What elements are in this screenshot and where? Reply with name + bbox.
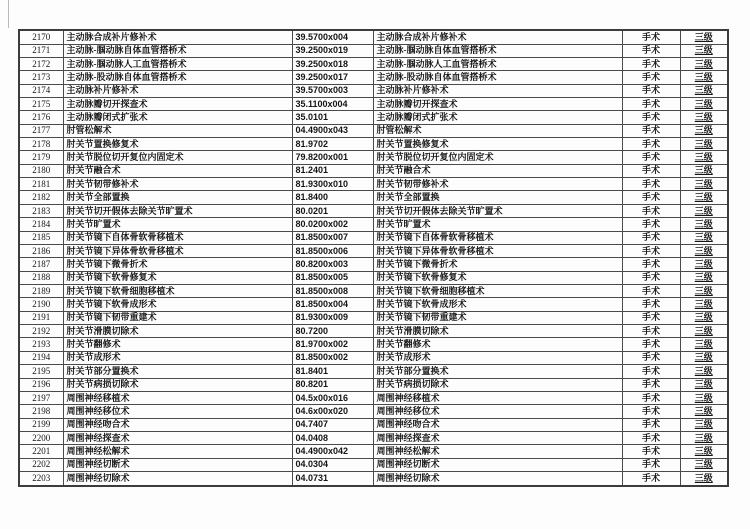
cell-procedure-name-2: 主动脉合成补片修补术 [373,30,622,44]
cell-seq-number: 2195 [19,365,63,378]
cell-procedure-code: 81.8500x004 [292,298,373,311]
cell-seq-number: 2198 [19,405,63,418]
cell-level: 三级 [680,418,728,431]
cell-procedure-name: 肘关节置换修复术 [63,138,292,151]
cell-level: 三级 [680,445,728,458]
cell-level: 三级 [680,151,728,164]
cell-procedure-code: 04.0408 [292,431,373,444]
cell-procedure-name: 周围神经切除术 [63,472,292,486]
cell-procedure-code: 81.9300x009 [292,311,373,324]
cell-procedure-code: 39.5700x003 [292,84,373,97]
cell-category: 手术 [622,124,680,137]
cell-seq-number: 2201 [19,445,63,458]
cell-procedure-name-2: 肘关节切开假体去除关节旷置术 [373,204,622,217]
table-row [19,391,728,404]
cell-procedure-name: 肘关节镜下异体骨软骨移植术 [63,244,292,257]
cell-procedure-name: 肘关节切开假体去除关节旷置术 [63,204,292,217]
cell-category: 手术 [622,178,680,191]
cell-category: 手术 [622,391,680,404]
cell-procedure-name-2: 主动脉瓣切开探查术 [373,97,622,110]
cell-level: 三级 [680,84,728,97]
table-row [19,191,728,204]
cell-procedure-name-2: 主动脉瓣闭式扩张术 [373,111,622,124]
cell-procedure-name: 主动脉-腘动脉自体血管搭桥术 [63,44,292,57]
table-row [19,178,728,191]
cell-level: 三级 [680,57,728,70]
cell-category: 手术 [622,218,680,231]
cell-procedure-name: 主动脉瓣闭式扩张术 [63,111,292,124]
cell-category: 手术 [622,445,680,458]
cell-procedure-name: 肘关节融合术 [63,164,292,177]
cell-procedure-name: 肘关节全部置换 [63,191,292,204]
table-row [19,138,728,151]
cell-procedure-name: 肘关节镜下软骨修复术 [63,271,292,284]
cell-procedure-name: 周围神经移位术 [63,405,292,418]
table-row [19,151,728,164]
scan-edge-artifact [8,0,9,28]
cell-seq-number: 2175 [19,97,63,110]
table-row [19,271,728,284]
cell-procedure-name-2: 主动脉-股动脉自体血管搭桥术 [373,71,622,84]
cell-procedure-name-2: 周围神经切除术 [373,472,622,486]
cell-level: 三级 [680,271,728,284]
cell-procedure-name-2: 肘关节融合术 [373,164,622,177]
cell-procedure-name: 肘关节部分置换术 [63,365,292,378]
cell-procedure-name: 肘关节病损切除术 [63,378,292,391]
cell-level: 三级 [680,71,728,84]
cell-category: 手术 [622,57,680,70]
cell-procedure-code: 81.8401 [292,365,373,378]
cell-procedure-code: 80.8201 [292,378,373,391]
cell-seq-number: 2172 [19,57,63,70]
cell-procedure-name-2: 肘关节滑膜切除术 [373,325,622,338]
cell-level: 三级 [680,191,728,204]
table-row [19,244,728,257]
cell-seq-number: 2200 [19,431,63,444]
cell-seq-number: 2189 [19,285,63,298]
table-row [19,30,728,44]
table-row [19,71,728,84]
cell-procedure-code: 81.2401 [292,164,373,177]
cell-seq-number: 2188 [19,271,63,284]
cell-procedure-name-2: 周围神经松解术 [373,445,622,458]
cell-procedure-code: 81.9700x002 [292,338,373,351]
cell-seq-number: 2179 [19,151,63,164]
cell-category: 手术 [622,138,680,151]
cell-procedure-code: 81.8500x008 [292,285,373,298]
cell-level: 三级 [680,124,728,137]
cell-procedure-code: 81.8500x007 [292,231,373,244]
cell-level: 三级 [680,325,728,338]
cell-category: 手术 [622,71,680,84]
cell-seq-number: 2170 [19,30,63,44]
cell-procedure-name-2: 肘关节全部置换 [373,191,622,204]
table-row [19,164,728,177]
cell-category: 手术 [622,365,680,378]
cell-procedure-name: 肘关节韧带修补术 [63,178,292,191]
cell-procedure-name: 周围神经吻合术 [63,418,292,431]
cell-procedure-name-2: 主动脉补片修补术 [373,84,622,97]
cell-level: 三级 [680,351,728,364]
cell-procedure-name: 肘关节脱位切开复位内固定术 [63,151,292,164]
cell-category: 手术 [622,338,680,351]
table-row [19,44,728,57]
cell-procedure-name-2: 周围神经探查术 [373,431,622,444]
cell-seq-number: 2180 [19,164,63,177]
cell-level: 三级 [680,231,728,244]
table-row [19,365,728,378]
cell-level: 三级 [680,44,728,57]
table-row [19,111,728,124]
cell-procedure-name-2: 肘关节部分置换术 [373,365,622,378]
cell-procedure-name-2: 肘关节旷置术 [373,218,622,231]
cell-category: 手术 [622,204,680,217]
cell-seq-number: 2171 [19,44,63,57]
cell-procedure-code: 39.2500x017 [292,71,373,84]
cell-seq-number: 2183 [19,204,63,217]
cell-procedure-name: 肘关节镜下微骨折术 [63,258,292,271]
cell-seq-number: 2173 [19,71,63,84]
cell-procedure-code: 81.8400 [292,191,373,204]
cell-category: 手术 [622,258,680,271]
cell-seq-number: 2202 [19,458,63,471]
table-row [19,298,728,311]
cell-procedure-code: 04.5x00x016 [292,391,373,404]
table-row [19,97,728,110]
cell-procedure-name: 主动脉-股动脉自体血管搭桥术 [63,71,292,84]
table-row [19,325,728,338]
table-row [19,431,728,444]
cell-category: 手术 [622,418,680,431]
cell-procedure-name-2: 周围神经吻合术 [373,418,622,431]
cell-procedure-code: 81.8500x006 [292,244,373,257]
cell-level: 三级 [680,378,728,391]
cell-seq-number: 2176 [19,111,63,124]
cell-procedure-name-2: 肘关节镜下软骨细胞移植术 [373,285,622,298]
cell-level: 三级 [680,244,728,257]
table-row [19,204,728,217]
cell-procedure-code: 81.9702 [292,138,373,151]
cell-procedure-code: 04.6x00x020 [292,405,373,418]
cell-procedure-code: 80.8200x003 [292,258,373,271]
cell-procedure-name: 主动脉合成补片修补术 [63,30,292,44]
cell-procedure-name: 周围神经切断术 [63,458,292,471]
cell-level: 三级 [680,204,728,217]
cell-category: 手术 [622,191,680,204]
cell-procedure-name-2: 肘关节镜下软骨成形术 [373,298,622,311]
cell-procedure-name-2: 周围神经移植术 [373,391,622,404]
cell-procedure-name: 主动脉补片修补术 [63,84,292,97]
cell-level: 三级 [680,30,728,44]
cell-category: 手术 [622,431,680,444]
cell-category: 手术 [622,111,680,124]
cell-seq-number: 2192 [19,325,63,338]
cell-category: 手术 [622,271,680,284]
cell-procedure-code: 35.1100x004 [292,97,373,110]
cell-procedure-name-2: 肘关节脱位切开复位内固定术 [373,151,622,164]
procedure-table-body [19,30,728,486]
procedure-table [18,29,729,487]
cell-seq-number: 2177 [19,124,63,137]
cell-level: 三级 [680,218,728,231]
cell-category: 手术 [622,351,680,364]
cell-level: 三级 [680,111,728,124]
cell-category: 手术 [622,231,680,244]
cell-procedure-name: 周围神经松解术 [63,445,292,458]
cell-seq-number: 2194 [19,351,63,364]
table-row [19,351,728,364]
cell-level: 三级 [680,431,728,444]
cell-procedure-name-2: 肘关节成形术 [373,351,622,364]
table-row [19,311,728,324]
cell-procedure-code: 39.2500x018 [292,57,373,70]
cell-seq-number: 2174 [19,84,63,97]
table-row [19,418,728,431]
cell-procedure-name-2: 肘关节镜下异体骨软骨移植术 [373,244,622,257]
cell-procedure-name: 肘关节镜下软骨成形术 [63,298,292,311]
table-row [19,405,728,418]
table-row [19,458,728,471]
cell-level: 三级 [680,285,728,298]
cell-procedure-name: 肘关节镜下自体骨软骨移植术 [63,231,292,244]
table-row [19,57,728,70]
cell-seq-number: 2197 [19,391,63,404]
cell-seq-number: 2193 [19,338,63,351]
cell-procedure-name: 肘关节旷置术 [63,218,292,231]
cell-seq-number: 2178 [19,138,63,151]
cell-category: 手术 [622,405,680,418]
cell-level: 三级 [680,138,728,151]
cell-level: 三级 [680,458,728,471]
table-row [19,445,728,458]
cell-procedure-name: 周围神经移植术 [63,391,292,404]
cell-procedure-code: 35.0101 [292,111,373,124]
cell-category: 手术 [622,151,680,164]
cell-category: 手术 [622,472,680,486]
cell-procedure-code: 80.7200 [292,325,373,338]
cell-procedure-name: 肘关节滑膜切除术 [63,325,292,338]
cell-category: 手术 [622,97,680,110]
table-row [19,84,728,97]
cell-seq-number: 2199 [19,418,63,431]
cell-procedure-name-2: 肘关节病损切除术 [373,378,622,391]
cell-level: 三级 [680,311,728,324]
cell-level: 三级 [680,97,728,110]
cell-procedure-code: 04.7407 [292,418,373,431]
cell-procedure-name: 肘关节镜下软骨细胞移植术 [63,285,292,298]
cell-procedure-code: 04.4900x043 [292,124,373,137]
cell-level: 三级 [680,164,728,177]
cell-procedure-name: 肘关节成形术 [63,351,292,364]
table-row [19,378,728,391]
cell-category: 手术 [622,164,680,177]
cell-category: 手术 [622,298,680,311]
cell-seq-number: 2181 [19,178,63,191]
cell-seq-number: 2184 [19,218,63,231]
cell-level: 三级 [680,391,728,404]
cell-procedure-name-2: 肘关节镜下韧带重建术 [373,311,622,324]
cell-procedure-code: 81.9300x010 [292,178,373,191]
cell-procedure-code: 39.2500x019 [292,44,373,57]
cell-procedure-name-2: 周围神经切断术 [373,458,622,471]
cell-category: 手术 [622,30,680,44]
cell-procedure-name: 肘管松解术 [63,124,292,137]
cell-procedure-code: 79.8200x001 [292,151,373,164]
table-row [19,338,728,351]
cell-seq-number: 2191 [19,311,63,324]
cell-procedure-name: 肘关节镜下韧带重建术 [63,311,292,324]
cell-procedure-name-2: 肘关节镜下自体骨软骨移植术 [373,231,622,244]
cell-procedure-name-2: 肘关节镜下微骨折术 [373,258,622,271]
cell-level: 三级 [680,258,728,271]
cell-procedure-name-2: 肘关节翻修术 [373,338,622,351]
table-row [19,231,728,244]
cell-procedure-name: 肘关节翻修术 [63,338,292,351]
cell-procedure-code: 80.0200x002 [292,218,373,231]
table-row [19,258,728,271]
cell-level: 三级 [680,338,728,351]
cell-level: 三级 [680,178,728,191]
cell-seq-number: 2186 [19,244,63,257]
cell-procedure-name: 周围神经探查术 [63,431,292,444]
cell-procedure-name-2: 肘关节置换修复术 [373,138,622,151]
cell-procedure-name: 主动脉-腘动脉人工血管搭桥术 [63,57,292,70]
cell-procedure-name-2: 肘管松解术 [373,124,622,137]
cell-seq-number: 2182 [19,191,63,204]
table-row [19,285,728,298]
cell-procedure-code: 39.5700x004 [292,30,373,44]
cell-seq-number: 2190 [19,298,63,311]
cell-procedure-code: 04.0731 [292,472,373,486]
cell-procedure-name-2: 主动脉-腘动脉自体血管搭桥术 [373,44,622,57]
cell-category: 手术 [622,325,680,338]
cell-procedure-code: 81.8500x002 [292,351,373,364]
cell-procedure-name: 主动脉瓣切开探查术 [63,97,292,110]
cell-procedure-code: 80.0201 [292,204,373,217]
cell-seq-number: 2196 [19,378,63,391]
cell-procedure-name-2: 肘关节韧带修补术 [373,178,622,191]
table-row [19,124,728,137]
cell-category: 手术 [622,378,680,391]
cell-category: 手术 [622,285,680,298]
cell-category: 手术 [622,84,680,97]
cell-seq-number: 2203 [19,472,63,486]
table-row [19,218,728,231]
cell-level: 三级 [680,365,728,378]
cell-procedure-code: 04.0304 [292,458,373,471]
cell-level: 三级 [680,405,728,418]
cell-procedure-code: 81.8500x005 [292,271,373,284]
cell-seq-number: 2187 [19,258,63,271]
cell-procedure-name-2: 周围神经移位术 [373,405,622,418]
cell-procedure-name-2: 肘关节镜下软骨修复术 [373,271,622,284]
cell-procedure-code: 04.4900x042 [292,445,373,458]
cell-category: 手术 [622,311,680,324]
table-row [19,472,728,486]
cell-level: 三级 [680,298,728,311]
cell-category: 手术 [622,458,680,471]
cell-procedure-name-2: 主动脉-腘动脉人工血管搭桥术 [373,57,622,70]
cell-seq-number: 2185 [19,231,63,244]
cell-category: 手术 [622,44,680,57]
cell-category: 手术 [622,244,680,257]
cell-level: 三级 [680,472,728,486]
